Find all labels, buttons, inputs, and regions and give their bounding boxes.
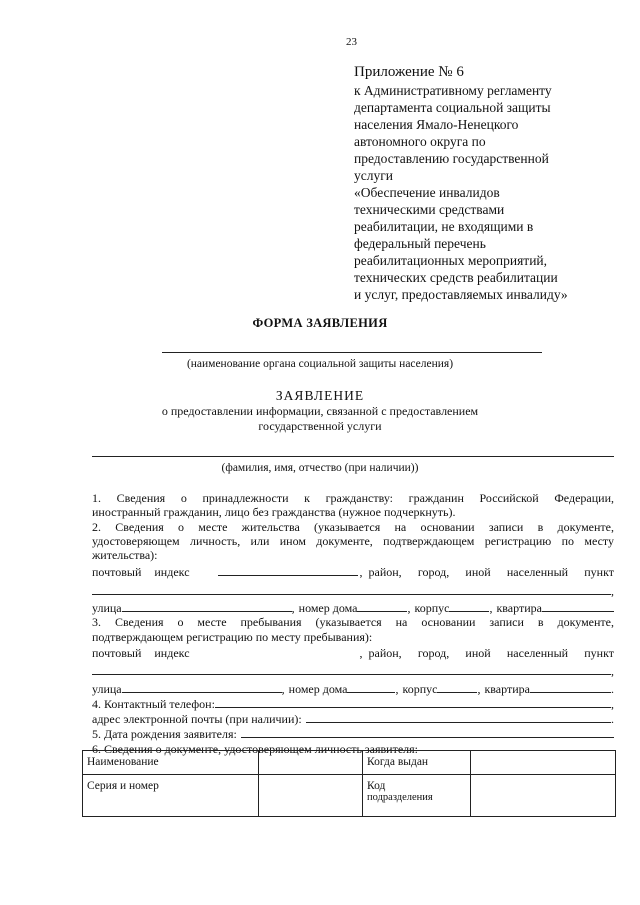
fio-caption: (фамилия, имя, отчество (при наличии)) <box>221 462 419 474</box>
house-label: номер дома <box>288 681 348 696</box>
residence-house-field[interactable] <box>357 600 407 612</box>
locality-label: район, город, иной населенный пункт <box>368 645 614 660</box>
table-row <box>83 775 616 817</box>
email-label: адрес электронной почты (при наличии): <box>92 712 302 727</box>
building-label: корпус <box>402 681 438 696</box>
stay-building-field[interactable] <box>437 681 477 693</box>
statement-title: ЗАЯВЛЕНИЕ <box>275 388 365 403</box>
residence-address-row-1: почтовый индекс , район, город, иной населенный пункт <box>92 565 614 580</box>
residence-street-field[interactable] <box>122 600 292 612</box>
appendix-line: населения Ямало-Ненецкого <box>354 117 519 132</box>
birthdate-label: 5. Дата рождения заявителя: <box>92 727 237 742</box>
doc-issued-value[interactable] <box>471 751 616 775</box>
doc-code-value[interactable] <box>471 775 616 817</box>
statement-subtitle: о предоставлении информации, связанной с предоставлением <box>161 404 479 418</box>
page-number: 23 <box>346 36 357 48</box>
residence-locality-field[interactable] <box>92 583 611 595</box>
appendix-line: реабилитации, не входящими в <box>354 219 534 234</box>
residence-apartment-field[interactable] <box>542 600 614 612</box>
stay-address-row-1: почтовый индекс , район, город, иной населенный пункт <box>92 645 614 660</box>
residence-building-field[interactable] <box>449 600 489 612</box>
appendix-line: федеральный перечень <box>354 236 486 251</box>
locality-label: район, город, иной населенный пункт <box>368 565 614 580</box>
stay-street-row: улица , номер дома , корпус , квартира . <box>92 681 614 696</box>
building-label: корпус <box>414 601 450 616</box>
apartment-label: квартира <box>496 601 542 616</box>
email-row: адрес электронной почты (при наличии): . <box>92 712 614 727</box>
stay-apartment-field[interactable] <box>530 681 611 693</box>
section-citizenship: 1. Сведения о принадлежности к гражданству: гражданин Российской Федерации, <box>92 491 614 505</box>
stay-locality-row: , <box>92 663 614 678</box>
house-label: номер дома <box>298 601 358 616</box>
birthdate-field[interactable] <box>241 726 614 738</box>
stay-street-field[interactable] <box>122 681 282 693</box>
statement-subtitle-2: государственной услуги <box>258 419 382 433</box>
postal-index-label: почтовый индекс <box>92 565 190 580</box>
id-document-table <box>82 750 616 817</box>
fio-field[interactable] <box>92 456 614 457</box>
apartment-label: квартира <box>484 681 530 696</box>
residence-street-row: улица , номер дома , корпус , квартира <box>92 600 614 615</box>
birthdate-row <box>92 726 614 741</box>
phone-label: 4. Контактный телефон: <box>92 696 215 711</box>
postal-index-label: почтовый индекс <box>92 645 190 660</box>
street-label: улица <box>92 681 122 696</box>
authority-field[interactable] <box>162 352 542 353</box>
appendix-line: «Обеспечение инвалидов <box>354 185 500 200</box>
section-citizenship-2: иностранный гражданин, лицо без гражданства (нужное подчеркнуть). <box>92 505 456 520</box>
section-id-document: 6. Сведения о документе, удостоверяющем личность заявителя: <box>92 741 419 756</box>
section-residence: 2. Сведения о месте жительства (указывается на основании записи в документе, <box>92 519 614 534</box>
appendix-title: Приложение № 6 <box>354 64 464 80</box>
doc-code-cell <box>363 775 471 817</box>
appendix-line: предоставлению государственной <box>354 151 549 166</box>
appendix-line: технических средств реабилитации <box>354 270 558 285</box>
residence-locality-row: , <box>92 583 614 598</box>
street-label: улица <box>92 601 122 616</box>
doc-series-value[interactable] <box>259 775 363 817</box>
form-title: ФОРМА ЗАЯВЛЕНИЯ <box>252 316 388 330</box>
doc-name-label: Наименование <box>83 751 259 775</box>
table-row <box>83 751 616 775</box>
stay-house-field[interactable] <box>347 681 395 693</box>
section-residence-3: жительства): <box>92 548 158 563</box>
appendix-line: услуги <box>354 168 393 183</box>
section-residence-2: удостоверяющем личность, или ином документе, подтверждающем регистрацию по месту <box>92 533 614 548</box>
appendix-line: реабилитационных мероприятий, <box>354 253 548 268</box>
doc-issued-label: Когда выдан <box>363 751 471 775</box>
doc-name-value[interactable] <box>259 751 363 775</box>
phone-field[interactable] <box>215 696 611 708</box>
appendix-line: департамента социальной защиты <box>354 100 551 115</box>
appendix-line: и услуг, предоставляемых инвалиду» <box>354 287 568 302</box>
appendix-line: автономного округа по <box>354 134 486 149</box>
appendix-line: техническими средствами <box>354 202 505 217</box>
appendix-line: к Административному регламенту <box>354 83 552 98</box>
email-field[interactable] <box>306 711 611 723</box>
residence-postal-index-field[interactable] <box>218 564 358 576</box>
doc-code-label-2: подразделения <box>367 792 433 803</box>
section-stay-2: подтверждающем регистрацию по месту пребывания): <box>92 629 373 644</box>
authority-caption: (наименование органа социальной защиты населения) <box>186 358 454 370</box>
section-stay: 3. Сведения о месте пребывания (указывается на основании записи в документе, <box>92 615 614 630</box>
doc-series-label: Серия и номер <box>83 775 259 817</box>
stay-locality-field[interactable] <box>92 663 611 675</box>
phone-row: 4. Контактный телефон: , <box>92 696 614 711</box>
doc-code-label: Код <box>367 780 386 792</box>
appendix-block <box>354 64 634 303</box>
form-body <box>92 491 614 756</box>
